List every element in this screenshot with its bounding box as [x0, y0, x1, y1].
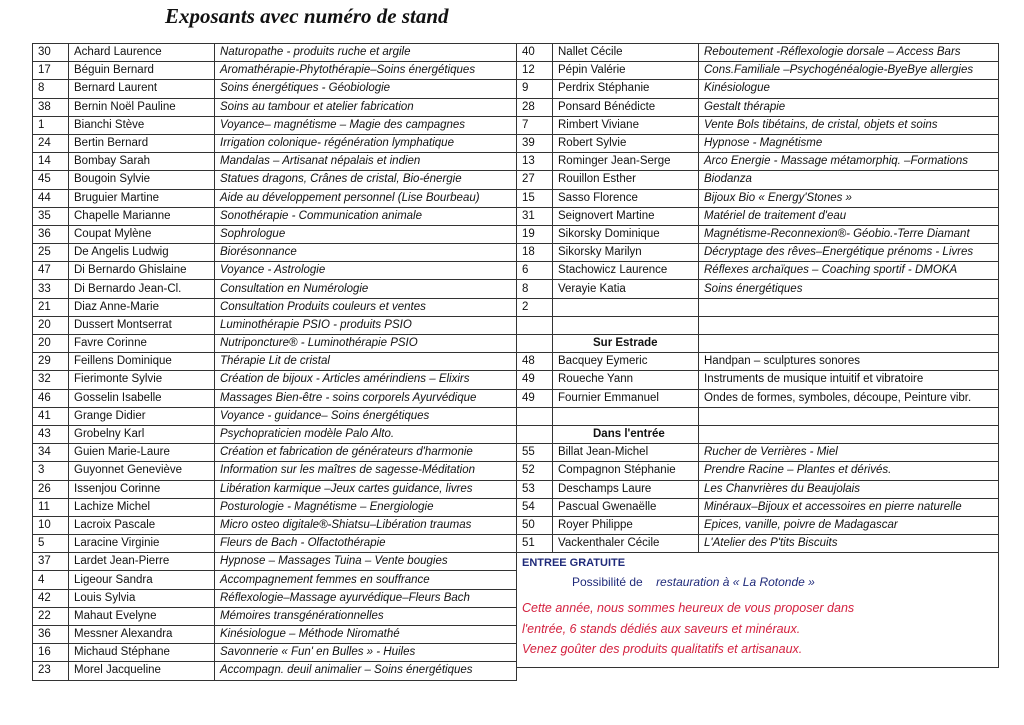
- exhibitor-activity: Kinésiologue: [699, 80, 999, 98]
- exhibitor-activity: Vente Bols tibétains, de cristal, objets et soins: [699, 116, 999, 134]
- exhibitor-name: Stachowicz Laurence: [553, 262, 699, 280]
- exhibitor-activity: Psychopraticien modèle Palo Alto.: [215, 425, 517, 443]
- exhibitor-row: [517, 480, 999, 498]
- stand-number: 4: [33, 571, 69, 589]
- exhibitor-row: [517, 335, 999, 353]
- exhibitor-name: Guyonnet Geneviève: [69, 462, 215, 480]
- exhibitor-row: [517, 62, 999, 80]
- exhibitor-row: [33, 462, 517, 480]
- exhibitor-activity: Les Chanvrières du Beaujolais: [699, 480, 999, 498]
- exhibitor-name: Lacroix Pascale: [69, 516, 215, 534]
- exhibitor-activity: Réflexologie–Massage ayurvédique–Fleurs Bach: [215, 589, 517, 607]
- exhibitor-name: Bougoin Sylvie: [69, 171, 215, 189]
- exhibitor-activity: Création de bijoux - Articles amérindiens – Elixirs: [215, 371, 517, 389]
- stand-number: 10: [33, 516, 69, 534]
- exhibitor-row: [517, 153, 999, 171]
- exhibitor-row: [33, 262, 517, 280]
- stand-number: 31: [517, 207, 553, 225]
- exhibitor-name: Chapelle Marianne: [69, 207, 215, 225]
- exhibitor-row: [517, 407, 999, 425]
- exhibitor-name: Achard Laurence: [69, 44, 215, 62]
- exhibitor-name: Perdrix Stéphanie: [553, 80, 699, 98]
- exhibitor-name: Royer Philippe: [553, 516, 699, 534]
- exhibitor-activity: Information sur les maîtres de sagesse-Méditation: [215, 462, 517, 480]
- exhibitor-activity: Matériel de traitement d'eau: [699, 207, 999, 225]
- exhibitor-row: [33, 662, 517, 680]
- exhibitor-activity: [699, 316, 999, 334]
- exhibitor-activity: Bijoux Bio « Energy'Stones »: [699, 189, 999, 207]
- exhibitor-row: [33, 553, 517, 571]
- stand-number: 32: [33, 371, 69, 389]
- exhibitor-activity: L'Atelier des P'tits Biscuits: [699, 535, 999, 553]
- exhibitor-activity: Sonothérapie - Communication animale: [215, 207, 517, 225]
- exhibitor-row: [517, 425, 999, 443]
- exhibitor-activity: Statues dragons, Crânes de cristal, Bio-énergie: [215, 171, 517, 189]
- exhibitor-name: Verayie Katia: [553, 280, 699, 298]
- exhibitor-row: [517, 298, 999, 316]
- exhibitor-name: Lardet Jean-Pierre: [69, 553, 215, 571]
- stand-number: 43: [33, 425, 69, 443]
- exhibitor-row: [33, 153, 517, 171]
- exhibitor-activity: Luminothérapie PSIO - produits PSIO: [215, 316, 517, 334]
- stand-number: 20: [33, 335, 69, 353]
- exhibitor-name: Gosselin Isabelle: [69, 389, 215, 407]
- stand-number: 41: [33, 407, 69, 425]
- exhibitor-activity: Aromathérapie-Phytothérapie–Soins énergétiques: [215, 62, 517, 80]
- exhibitor-activity: Irrigation colonique- régénération lymphatique: [215, 134, 517, 152]
- exhibitor-activity: Prendre Racine – Plantes et dérivés.: [699, 462, 999, 480]
- exhibitor-name: Bacquey Eymeric: [553, 353, 699, 371]
- stand-number: [517, 407, 553, 425]
- exhibitor-name: Sikorsky Marilyn: [553, 244, 699, 262]
- exhibitor-row: [33, 298, 517, 316]
- stand-number: [517, 316, 553, 334]
- exhibitor-row: [33, 316, 517, 334]
- exhibitor-activity: Création et fabrication de générateurs d'harmonie: [215, 444, 517, 462]
- exhibitor-row: [517, 44, 999, 62]
- exhibitor-activity: Instruments de musique intuitif et vibratoire: [699, 371, 999, 389]
- exhibitor-activity: Arco Energie - Massage métamorphiq. –Formations: [699, 153, 999, 171]
- exhibitor-activity: Voyance - guidance– Soins énergétiques: [215, 407, 517, 425]
- exhibitor-activity: [699, 298, 999, 316]
- stand-number: 46: [33, 389, 69, 407]
- stand-number: 54: [517, 498, 553, 516]
- exhibitor-row: [517, 189, 999, 207]
- exhibitor-name: Fierimonte Sylvie: [69, 371, 215, 389]
- exhibitor-activity: Hypnose - Magnétisme: [699, 134, 999, 152]
- stand-number: 44: [33, 189, 69, 207]
- exhibitor-name: Roueche Yann: [553, 371, 699, 389]
- stand-number: 45: [33, 171, 69, 189]
- exhibitor-row: [517, 80, 999, 98]
- exhibitor-activity: Accompagn. deuil animalier – Soins énergétiques: [215, 662, 517, 680]
- exhibitor-activity: Soins au tambour et atelier fabrication: [215, 98, 517, 116]
- exhibitor-row: [517, 498, 999, 516]
- exhibitor-activity: Consultation Produits couleurs et ventes: [215, 298, 517, 316]
- exhibitor-row: [33, 644, 517, 662]
- exhibitor-activity: Cons.Familiale –Psychogénéalogie-ByeBye allergies: [699, 62, 999, 80]
- exhibitor-name: [553, 407, 699, 425]
- exhibitor-row: [517, 262, 999, 280]
- exhibitor-name: Guien Marie-Laure: [69, 444, 215, 462]
- stand-number: 29: [33, 353, 69, 371]
- exhibitor-row: [517, 371, 999, 389]
- stand-number: 38: [33, 98, 69, 116]
- exhibitor-name: Bernard Laurent: [69, 80, 215, 98]
- exhibitor-activity: Epices, vanille, poivre de Madagascar: [699, 516, 999, 534]
- stand-number: 35: [33, 207, 69, 225]
- stand-number: 19: [517, 225, 553, 243]
- exhibitor-activity: Naturopathe - produits ruche et argile: [215, 44, 517, 62]
- stand-number: 26: [33, 480, 69, 498]
- exhibitor-row: [33, 225, 517, 243]
- exhibitor-name: Laracine Virginie: [69, 535, 215, 553]
- exhibitor-row: [33, 425, 517, 443]
- stand-number: 15: [517, 189, 553, 207]
- restaurant-line: [522, 574, 998, 591]
- info-row: [517, 553, 999, 668]
- exhibitor-activity: Libération karmique –Jeux cartes guidance, livres: [215, 480, 517, 498]
- exhibitor-row: [33, 389, 517, 407]
- exhibitor-row: [33, 207, 517, 225]
- section-heading: Sur Estrade: [553, 335, 699, 353]
- stand-number: 27: [517, 171, 553, 189]
- exhibitor-name: Louis Sylvia: [69, 589, 215, 607]
- exhibitor-row: [33, 353, 517, 371]
- stand-number: 16: [33, 644, 69, 662]
- exhibitor-name: Favre Corinne: [69, 335, 215, 353]
- stand-number: 24: [33, 134, 69, 152]
- exhibitor-activity: Mandalas – Artisanat népalais et indien: [215, 153, 517, 171]
- exhibitor-name: Grobelny Karl: [69, 425, 215, 443]
- exhibitor-row: [517, 516, 999, 534]
- exhibitor-row: [517, 207, 999, 225]
- exhibitor-row: [33, 371, 517, 389]
- stand-number: 3: [33, 462, 69, 480]
- stand-number: 22: [33, 607, 69, 625]
- info-block: [517, 553, 999, 668]
- exhibitor-name: Issenjou Corinne: [69, 480, 215, 498]
- stand-number: 8: [33, 80, 69, 98]
- exhibitor-name: Grange Didier: [69, 407, 215, 425]
- exhibitor-name: Michaud Stéphane: [69, 644, 215, 662]
- empty-cell: [517, 335, 553, 353]
- exhibitor-name: Dussert Montserrat: [69, 316, 215, 334]
- stand-number: 34: [33, 444, 69, 462]
- stand-number: 37: [33, 553, 69, 571]
- exhibitor-activity: Thérapie Lit de cristal: [215, 353, 517, 371]
- page-title: Exposants avec numéro de stand: [165, 4, 449, 28]
- stand-number: 5: [33, 535, 69, 553]
- promo-message: [522, 598, 998, 660]
- stand-number: 8: [517, 280, 553, 298]
- exhibitor-row: [33, 626, 517, 644]
- exhibitor-activity: Aide au développement personnel (Lise Bourbeau): [215, 189, 517, 207]
- exhibitor-row: [517, 225, 999, 243]
- stand-number: 48: [517, 353, 553, 371]
- exhibitor-activity: Hypnose – Massages Tuina – Vente bougies: [215, 553, 517, 571]
- exhibitor-row: [33, 134, 517, 152]
- exhibitor-name: [553, 298, 699, 316]
- stand-number: 17: [33, 62, 69, 80]
- exhibitor-row: [517, 98, 999, 116]
- exhibitor-name: Bertin Bernard: [69, 134, 215, 152]
- exhibitor-name: Lachize Michel: [69, 498, 215, 516]
- empty-cell: [517, 425, 553, 443]
- stand-number: 23: [33, 662, 69, 680]
- exhibitor-activity: Voyance - Astrologie: [215, 262, 517, 280]
- exhibitor-name: Ligeour Sandra: [69, 571, 215, 589]
- exhibitor-row: [517, 134, 999, 152]
- stand-number: 53: [517, 480, 553, 498]
- exhibitor-activity: Voyance– magnétisme – Magie des campagnes: [215, 116, 517, 134]
- exhibitor-row: [517, 353, 999, 371]
- stand-number: 2: [517, 298, 553, 316]
- exhibitor-name: Coupat Mylène: [69, 225, 215, 243]
- exhibitor-name: Béguin Bernard: [69, 62, 215, 80]
- stand-number: 50: [517, 516, 553, 534]
- exhibitor-activity: Biorésonnance: [215, 244, 517, 262]
- exhibitor-name: Sasso Florence: [553, 189, 699, 207]
- exhibitor-activity: Micro osteo digitale®-Shiatsu–Libération traumas: [215, 516, 517, 534]
- exhibitor-name: Bombay Sarah: [69, 153, 215, 171]
- exhibitor-row: [33, 244, 517, 262]
- promo-line-3: Venez goûter des produits qualitatifs et artisanaux.: [522, 642, 803, 657]
- exhibitor-name: Compagnon Stéphanie: [553, 462, 699, 480]
- exhibitor-activity: Rucher de Verrières - Miel: [699, 444, 999, 462]
- exhibitor-name: [553, 316, 699, 334]
- exhibitor-name: Pépin Valérie: [553, 62, 699, 80]
- right-exhibitor-table: [516, 43, 999, 668]
- stand-number: 11: [33, 498, 69, 516]
- exhibitor-activity: Réflexes archaïques – Coaching sportif - DMOKA: [699, 262, 999, 280]
- exhibitor-name: Sikorsky Dominique: [553, 225, 699, 243]
- exhibitor-row: [33, 44, 517, 62]
- stand-number: 39: [517, 134, 553, 152]
- exhibitor-row: [33, 444, 517, 462]
- stand-number: 6: [517, 262, 553, 280]
- exhibitor-row: [517, 244, 999, 262]
- exhibitor-name: Pascual Gwenaëlle: [553, 498, 699, 516]
- exhibitor-row: [33, 62, 517, 80]
- exhibitor-row: [517, 444, 999, 462]
- exhibitor-row: [33, 80, 517, 98]
- exhibitor-name: Robert Sylvie: [553, 134, 699, 152]
- stand-number: 55: [517, 444, 553, 462]
- restaurant-prefix: Possibilité de: [572, 575, 643, 590]
- stand-number: 33: [33, 280, 69, 298]
- restaurant-text: restauration à « La Rotonde »: [656, 575, 815, 590]
- exhibitor-activity: Biodanza: [699, 171, 999, 189]
- stand-number: 13: [517, 153, 553, 171]
- exhibitor-row: [517, 389, 999, 407]
- left-exhibitor-table: [32, 43, 517, 681]
- stand-number: 47: [33, 262, 69, 280]
- exhibitor-name: Feillens Dominique: [69, 353, 215, 371]
- stand-number: 51: [517, 535, 553, 553]
- exhibitor-name: Morel Jacqueline: [69, 662, 215, 680]
- exhibitor-row: [517, 116, 999, 134]
- exhibitor-name: Bruguier Martine: [69, 189, 215, 207]
- exhibitor-name: Diaz Anne-Marie: [69, 298, 215, 316]
- exhibitor-activity: Mémoires transgénérationnelles: [215, 607, 517, 625]
- free-entry-text: ENTREE GRATUITE: [522, 557, 626, 570]
- exhibitor-activity: Fleurs de Bach - Olfactothérapie: [215, 535, 517, 553]
- exhibitor-activity: Gestalt thérapie: [699, 98, 999, 116]
- exhibitor-row: [33, 116, 517, 134]
- exhibitor-name: Bianchi Stève: [69, 116, 215, 134]
- stand-number: 25: [33, 244, 69, 262]
- exhibitor-activity: Consultation en Numérologie: [215, 280, 517, 298]
- exhibitor-row: [33, 189, 517, 207]
- exhibitor-activity: Savonnerie « Fun' en Bulles » - Huiles: [215, 644, 517, 662]
- stand-number: 9: [517, 80, 553, 98]
- exhibitor-activity: Décryptage des rêves–Energétique prénoms - Livres: [699, 244, 999, 262]
- exhibitor-row: [33, 335, 517, 353]
- exhibitor-row: [33, 171, 517, 189]
- stand-number: 18: [517, 244, 553, 262]
- promo-line-1: Cette année, nous sommes heureux de vous proposer dans: [522, 601, 855, 616]
- stand-number: 21: [33, 298, 69, 316]
- exhibitor-row: [33, 571, 517, 589]
- exhibitor-name: Ponsard Bénédicte: [553, 98, 699, 116]
- stand-number: 14: [33, 153, 69, 171]
- exhibitor-row: [517, 535, 999, 553]
- exhibitor-name: Rimbert Viviane: [553, 116, 699, 134]
- exhibitor-name: Di Bernardo Ghislaine: [69, 262, 215, 280]
- exhibitor-row: [33, 480, 517, 498]
- exhibitor-name: Rouillon Esther: [553, 171, 699, 189]
- stand-number: 28: [517, 98, 553, 116]
- exhibitor-activity: Reboutement -Réflexologie dorsale – Access Bars: [699, 44, 999, 62]
- exhibitor-row: [517, 316, 999, 334]
- stand-number: 42: [33, 589, 69, 607]
- exhibitor-row: [517, 462, 999, 480]
- exhibitor-activity: Soins énergétiques - Géobiologie: [215, 80, 517, 98]
- stand-number: 7: [517, 116, 553, 134]
- exhibitor-name: Di Bernardo Jean-Cl.: [69, 280, 215, 298]
- exhibitor-name: Billat Jean-Michel: [553, 444, 699, 462]
- exhibitor-row: [33, 98, 517, 116]
- stand-number: 20: [33, 316, 69, 334]
- exhibitor-activity: Nutriponcture® - Luminothérapie PSIO: [215, 335, 517, 353]
- exhibitor-activity: Ondes de formes, symboles, découpe, Peinture vibr.: [699, 389, 999, 407]
- exhibitor-activity: Sophrologue: [215, 225, 517, 243]
- exhibitor-row: [33, 589, 517, 607]
- exhibitor-row: [517, 171, 999, 189]
- exhibitor-activity: Massages Bien-être - soins corporels Ayurvédique: [215, 389, 517, 407]
- exhibitor-activity: Accompagnement femmes en souffrance: [215, 571, 517, 589]
- exhibitor-name: Rominger Jean-Serge: [553, 153, 699, 171]
- exhibitor-row: [33, 498, 517, 516]
- exhibitor-activity: Kinésiologue – Méthode Niromathé: [215, 626, 517, 644]
- section-heading: Dans l'entrée: [553, 425, 699, 443]
- exhibitor-activity: Handpan – sculptures sonores: [699, 353, 999, 371]
- exhibitor-row: [33, 607, 517, 625]
- stand-number: 30: [33, 44, 69, 62]
- exhibitor-name: Mahaut Evelyne: [69, 607, 215, 625]
- exhibitor-activity: [699, 407, 999, 425]
- exhibitor-row: [33, 535, 517, 553]
- exhibitor-name: Bernin Noël Pauline: [69, 98, 215, 116]
- stand-number: 36: [33, 626, 69, 644]
- exhibitor-name: Seignovert Martine: [553, 207, 699, 225]
- empty-cell: [699, 335, 999, 353]
- exhibitor-name: De Angelis Ludwig: [69, 244, 215, 262]
- stand-number: 36: [33, 225, 69, 243]
- exhibitor-row: [33, 280, 517, 298]
- exhibitor-activity: Soins énergétiques: [699, 280, 999, 298]
- exhibitor-row: [33, 407, 517, 425]
- exhibitor-name: Deschamps Laure: [553, 480, 699, 498]
- exhibitor-row: [517, 280, 999, 298]
- exhibitor-row: [33, 516, 517, 534]
- exhibitor-activity: Minéraux–Bijoux et accessoires en pierre naturelle: [699, 498, 999, 516]
- stand-number: 12: [517, 62, 553, 80]
- exhibitor-name: Messner Alexandra: [69, 626, 215, 644]
- exhibitor-name: Fournier Emmanuel: [553, 389, 699, 407]
- stand-number: 1: [33, 116, 69, 134]
- stand-number: 40: [517, 44, 553, 62]
- stand-number: 49: [517, 371, 553, 389]
- exhibitor-activity: Magnétisme-Reconnexion®- Géobio.-Terre Diamant: [699, 225, 999, 243]
- exhibitor-activity: Posturologie - Magnétisme – Energiologie: [215, 498, 517, 516]
- exhibitor-name: Vackenthaler Cécile: [553, 535, 699, 553]
- exhibitor-name: Nallet Cécile: [553, 44, 699, 62]
- promo-line-2: l'entrée, 6 stands dédiés aux saveurs et minéraux.: [522, 621, 801, 636]
- empty-cell: [699, 425, 999, 443]
- stand-number: 52: [517, 462, 553, 480]
- stand-number: 49: [517, 389, 553, 407]
